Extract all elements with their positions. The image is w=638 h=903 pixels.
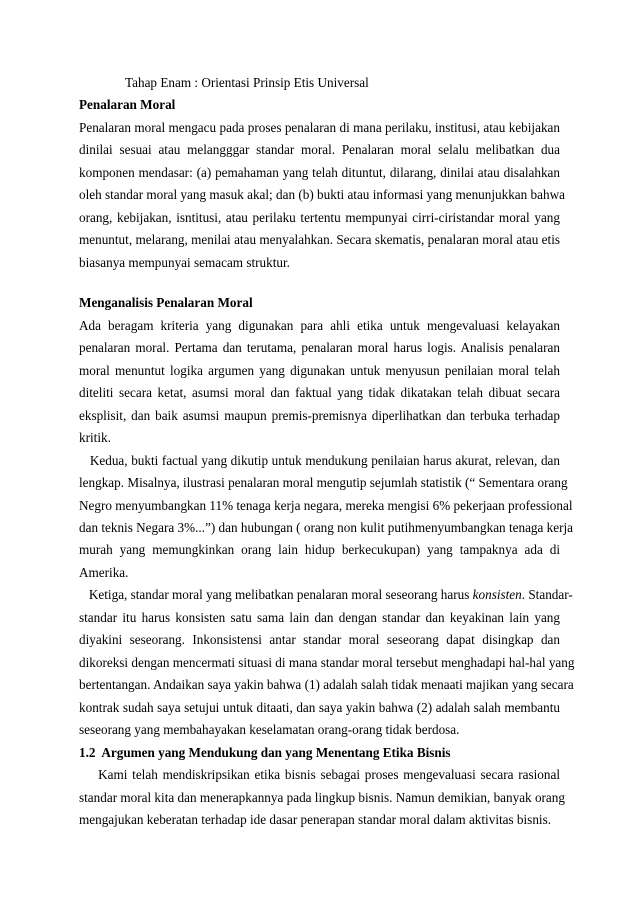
section-title-penalaran-moral: Penalaran Moral (79, 97, 176, 113)
paragraph-line: orang, kebijakan, isntitusi, atau perilaku tertentu mempunyai cirri-ciristandar moral yang (79, 209, 560, 225)
paragraph-line: biasanya mempunyai semacam struktur. (79, 254, 290, 270)
paragraph-line: penalaran moral. Pertama dan terutama, penalaran moral harus logis. Analisis penalaran (79, 340, 560, 356)
paragraph-line: lengkap. Misalnya, ilustrasi penalaran moral mengutip sejumlah statistik (“ Sementara orang (79, 475, 568, 491)
paragraph-line: diteliti secara ketat, asumsi moral dan faktual yang tidak dikatakan telah dibuat secara (79, 385, 560, 401)
ketiga-prefix: Ketiga, standar moral yang melibatkan penalaran moral seseorang harus (79, 587, 473, 603)
paragraph-line: diyakini seseorang. Inkonsistensi antar standar moral seseorang dapat disingkap dan (79, 632, 560, 648)
paragraph-line: Penalaran moral mengacu pada proses penalaran di mana perilaku, institusi, atau kebijakan (79, 119, 560, 135)
paragraph-line: Kami telah mendiskripsikan etika bisnis sebagai proses mengevaluasi secara rasional (79, 767, 560, 783)
paragraph-line: Kedua, bukti factual yang dikutip untuk mendukung penilaian harus akurat, relevan, dan (79, 452, 560, 468)
section-title-argumen: 1.2 Argumen yang Mendukung dan yang Menentang Etika Bisnis (79, 744, 451, 760)
paragraph-line: komponen mendasar: (a) pemahaman yang telah dituntut, dilarang, dinilai atau disalahkan (79, 164, 560, 180)
paragraph-line-ketiga (79, 587, 573, 603)
paragraph-line: dinilai sesuai atau melangggar standar moral. Penalaran moral selalu melibatkan dua (79, 142, 560, 158)
paragraph-line: kritik. (79, 430, 111, 446)
paragraph-line: dan teknis Negara 3%...”) dan hubungan ( orang non kulit putihmenyumbangkan tenaga kerja (79, 519, 574, 535)
paragraph-line: bertentangan. Andaikan saya yakin bahwa (1) adalah salah tidak menaati majikan yang secara (79, 677, 574, 693)
paragraph-line: moral menuntut logika argumen yang digunakan untuk menyusun penilaian moral telah (79, 362, 560, 378)
paragraph-line: menuntut, melarang, menilai atau menyalahkan. Secara skematis, penalaran moral atau etis (79, 232, 560, 248)
paragraph-line: oleh standar moral yang masuk akal; dan (b) bukti atau informasi yang menunjukkan bahwa (79, 187, 565, 203)
paragraph-line: dikoreksi dengan mencermati situasi di mana standar moral tersebut menghadapi hal-hal yang (79, 654, 575, 670)
paragraph-line: standar itu harus konsisten satu sama lain dan dengan standar dan keyakinan lain yang (79, 609, 560, 625)
paragraph-line: seseorang yang membahayakan keselamatan orang-orang tidak berdosa. (79, 722, 460, 738)
paragraph-line: murah yang memungkinkan orang lain hidup berkecukupan) yang tampaknya ada di (79, 542, 560, 558)
section-title-menganalisis: Menganalisis Penalaran Moral (79, 295, 253, 311)
ketiga-suffix: . Standar- (521, 587, 573, 603)
paragraph-line: Amerika. (79, 564, 129, 580)
paragraph-line: standar moral kita dan menerapkannya pada lingkup bisnis. Namun demikian, banyak orang (79, 789, 565, 805)
top-heading: Tahap Enam : Orientasi Prinsip Etis Universal (125, 75, 369, 90)
paragraph-line: eksplisit, dan baik asumsi maupun premis-premisnya diperlihatkan dan terbuka terhadap (79, 407, 560, 423)
paragraph-line: Negro menyumbangkan 11% tenaga kerja negara, mereka mengisi 6% pekerjaan professional (79, 497, 573, 513)
ketiga-italic-term: konsisten (472, 587, 522, 603)
paragraph-line: mengajukan keberatan terhadap ide dasar penerapan standar moral dalam aktivitas bisnis. (79, 812, 552, 827)
paragraph-line: kontrak sudah saya setujui untuk ditaati, dan saya yakin bahwa (2) adalah salah membantu (79, 699, 560, 715)
paragraph-line: Ada beragam kriteria yang digunakan para ahli etika untuk mengevaluasi kelayakan (79, 317, 560, 333)
